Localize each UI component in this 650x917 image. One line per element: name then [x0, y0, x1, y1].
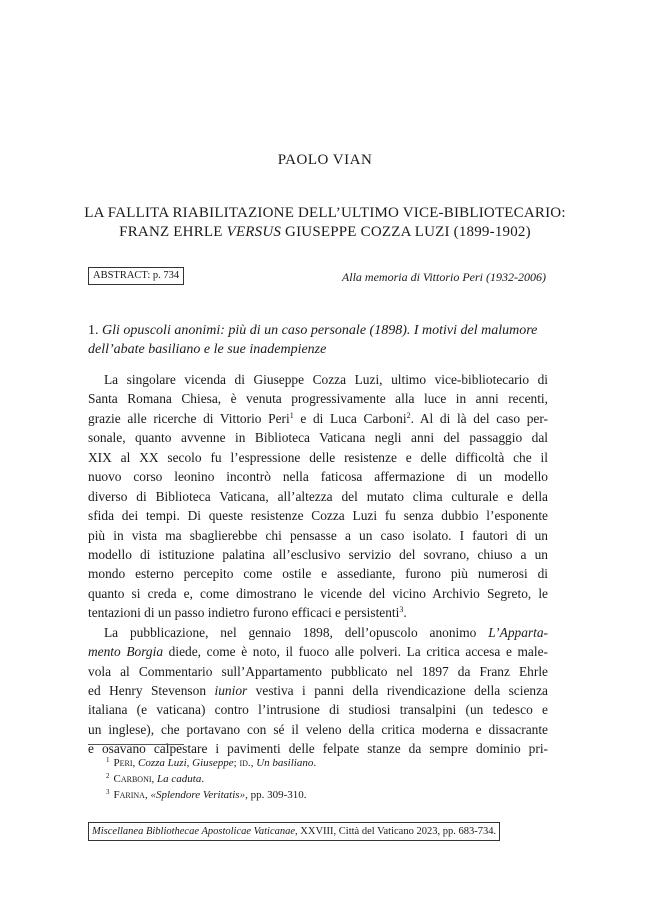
body-line: italiana (e vaticana) contro l’intrusione di studiosi transalpini (un tedesco e — [88, 702, 548, 718]
section-heading — [88, 321, 548, 359]
footnotes — [106, 756, 546, 803]
body-line: più in vista ma sbaglierebbe chi pensasse a un caso isolato. I fautori di un — [88, 527, 548, 543]
body-line: La singolare vicenda di Giuseppe Cozza Luzi, ultimo vice-bibliotecario di — [104, 372, 548, 387]
body-line: sonale, quanto avvenne in Biblioteca Vaticana negli anni del passaggio dal — [88, 430, 548, 446]
abstract-link[interactable]: ABSTRACT: p. 734 — [88, 267, 184, 285]
body-line: XIX al XX secolo fu l’espressione delle resistenze e delle difficoltà che il — [88, 449, 548, 465]
body-line: quanto si creda e, come dimostrano le vicende del vicino Archivio Segreto, le — [88, 585, 548, 601]
body-text — [88, 370, 548, 759]
body-line: grazie alle ricerche di Vittorio Peri$^1$ e di Luca Carboni$^2$. Al di là del caso per- — [88, 410, 548, 426]
body-line: nuovo corso leonino incontrò nella faticosa affermazione di un modello — [88, 469, 548, 485]
body-line: diverso di Biblioteca Vaticana, all’altezza del mutato clima culturale e della — [88, 488, 548, 504]
body-line: La pubblicazione, nel gennaio 1898, dell’opuscolo anonimo L’Apparta- — [104, 624, 548, 640]
footnote: $^2$ Carboni, La caduta. — [106, 771, 205, 785]
body-line: mento Borgia diede, come è noto, il fuoco alle polveri. La critica accesa e male- — [88, 644, 548, 660]
body-line: e osavano calpestare i pavimenti delle felpate stanze da sempre dominio pri- — [88, 741, 548, 757]
article-title — [70, 204, 580, 242]
body-line: sfida dei tempi. Di queste resistenze Cozza Luzi fu senza dubbio l’esponente — [88, 508, 548, 524]
body-line: mondo esterno percepito come ostile e assediante, furono più numerosi di — [88, 566, 548, 582]
section-title-line-2: dell’abate basiliano e le sue inadempienze — [88, 342, 327, 357]
body-line: Santa Romana Chiesa, è venuta progressivamente alla luce in anni recenti, — [88, 391, 548, 407]
body-line: tentazioni di un passo indietro furono efficaci e persistenti$^3$. — [88, 605, 407, 621]
body-line: un inglese), che portavano con sé il veleno della critica moderna e dissacrante — [88, 721, 548, 737]
footnote: $^3$ Farina, «Splendore Veritatis», pp. 309-310. — [106, 787, 307, 801]
footnote-ref[interactable]: 1 — [289, 410, 294, 420]
title-line-1: LA FALLITA RIABILITAZIONE DELL’ULTIMO VICE-BIBLIOTECARIO: — [84, 205, 566, 221]
journal-citation: Miscellanea Bibliothecae Apostolicae Vaticanae, XXVIII, Città del Vaticano 2023, pp. 683-734. — [88, 822, 500, 841]
footnote: $^1$ Peri, Cozza Luzi, Giuseppe; id., Un basiliano. — [106, 756, 317, 769]
title-line-2: FRANZ EHRLE VERSUS GIUSEPPE COZZA LUZI (1899-1902) — [119, 224, 531, 240]
dedication: Alla memoria di Vittorio Peri (1932-2006) — [341, 270, 546, 284]
body-line: vola al Commentario sull’Appartamento pubblicato nel 1897 da Franz Ehrle — [88, 663, 548, 679]
title-versus: VERSUS — [226, 224, 282, 240]
footnote-ref[interactable]: 3 — [399, 605, 404, 615]
body-line: ed Henry Stevenson iunior vestiva i panni della rivendicazione della scienza — [88, 683, 548, 698]
footnote-divider — [88, 744, 184, 745]
author-name: PAOLO VIAN — [277, 152, 373, 168]
section-number: 1. — [88, 323, 99, 338]
section-title-line-1: Gli opuscoli anonimi: più di un caso personale (1898). I motivi del malumore — [102, 323, 538, 338]
footnote-ref[interactable]: 2 — [406, 410, 411, 420]
body-line: modello di istituzione palatina all’esclusivo servizio del sovrano, chiuso a un — [88, 546, 548, 562]
